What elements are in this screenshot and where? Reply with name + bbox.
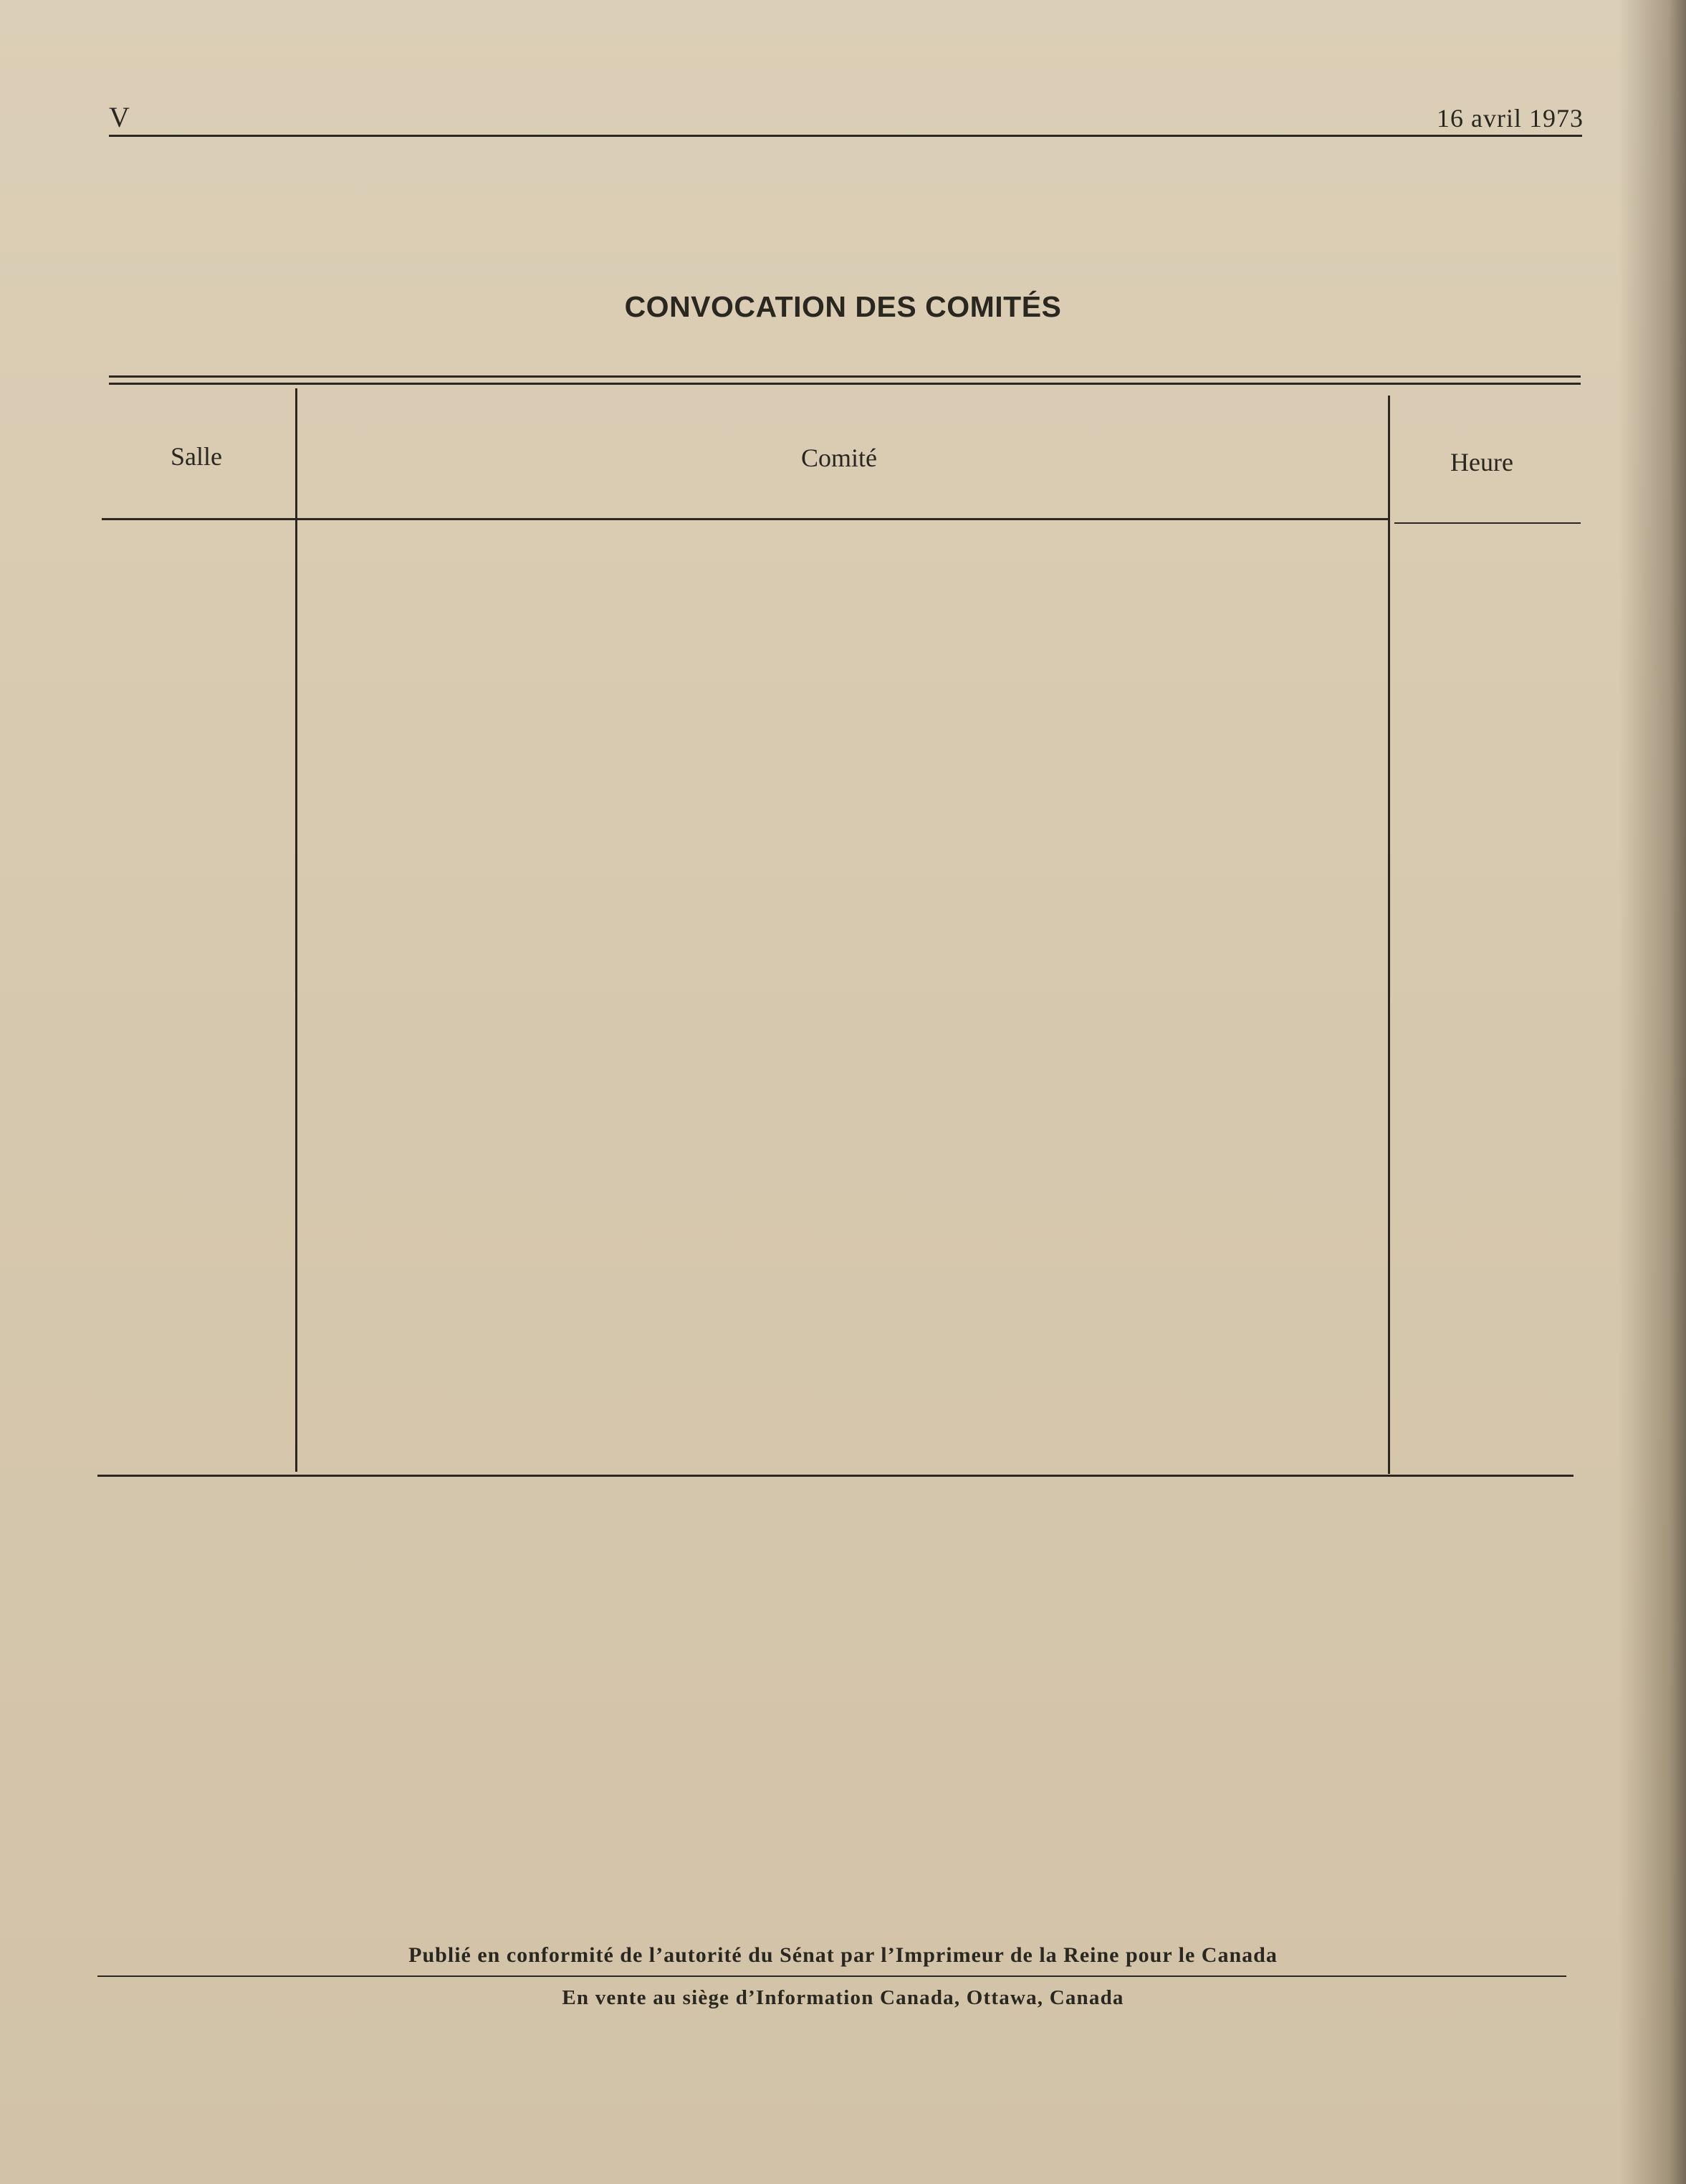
page-title: CONVOCATION DES COMITÉS — [624, 290, 1062, 323]
page-date: 16 avril 1973 — [1437, 104, 1584, 133]
table-divider-left — [295, 388, 297, 1472]
column-header-heure: Heure — [1450, 448, 1513, 476]
page-number: V — [109, 101, 130, 133]
footer-rule — [97, 1975, 1566, 1977]
header-rule — [109, 135, 1582, 137]
publication-notice: Publié en conformité de l’autorité du Sénat par l’Imprimeur de la Reine pour le Canada — [408, 1943, 1278, 1967]
column-header-comite: Comité — [801, 444, 877, 472]
table-top-rule-2 — [109, 383, 1581, 385]
table-bottom-rule — [97, 1475, 1574, 1477]
sale-notice: En vente au siège d’Information Canada, Ottawa, Canada — [562, 1986, 1124, 2009]
table-divider-right — [1388, 396, 1390, 1474]
table-top-rule-1 — [109, 375, 1581, 378]
column-header-salle: Salle — [171, 442, 222, 471]
table-header-rule — [102, 518, 1389, 520]
table-header-rule-heure — [1394, 522, 1581, 524]
